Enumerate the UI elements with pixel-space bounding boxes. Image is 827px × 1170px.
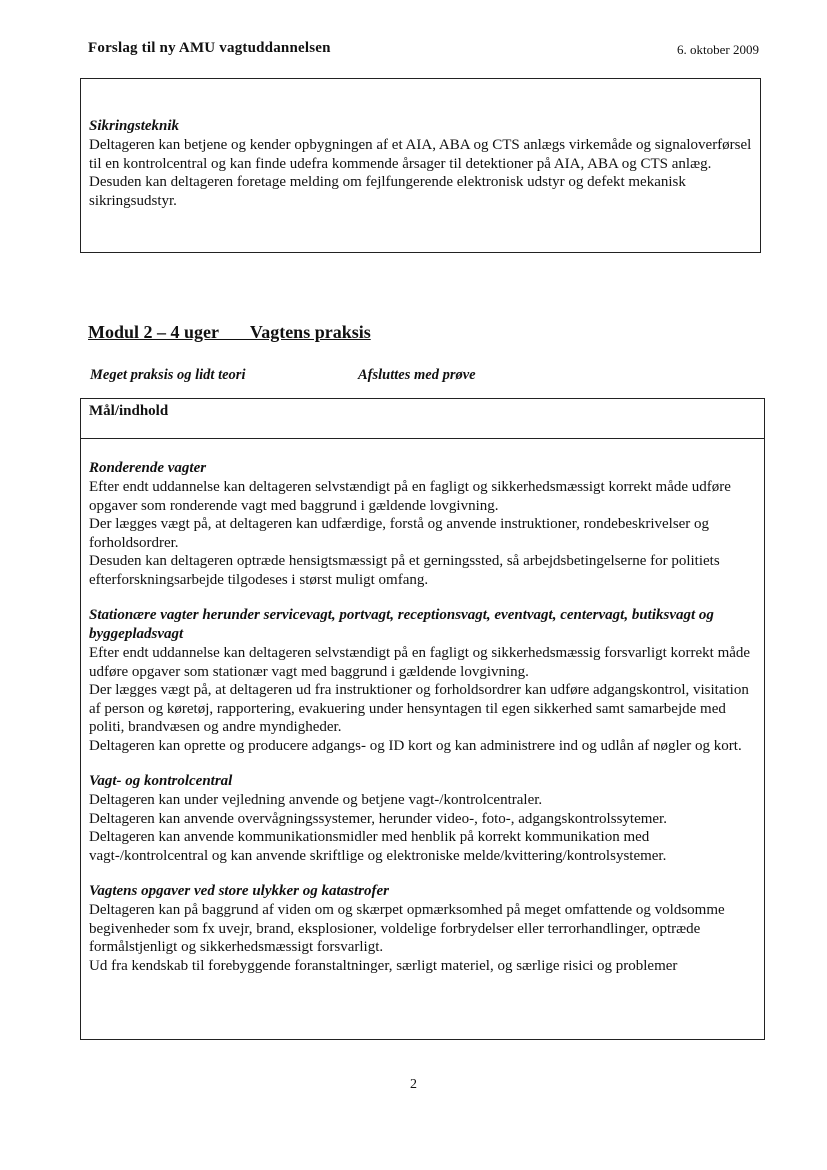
paragraph: Deltageren kan under vejledning anvende og betjene vagt-/kontrolcentraler. [89,792,543,808]
paragraph: Desuden kan deltageren optræde hensigtsmæssigt på et gerningssted, så arbejdsbetingelserne for politiets efterforskningsarbejde tilgodeses i størst muligt omfang. [89,553,720,588]
paragraph: Der lægges vægt på, at deltageren ud fra instruktioner og forholdsordrer kan udføre adgangskontrol, visitation af person og køretøj, rapportering, evakuering under hensyntagen til egen sikkerhed samt samarbejde med politi, brandvæsen og andre myndigheder. [89,682,749,735]
paragraph: Deltageren kan oprette og producere adgangs- og ID kort og kan administrere ind og udlån af nøgler og kort. [89,737,742,754]
table-header: Mål/indhold [81,399,764,439]
section-ulykker-katastrofer [89,882,756,975]
paragraph: Deltageren kan anvende overvågningssystemer, herunder video-, foto-, adgangskontrolssytemer. [89,810,667,827]
section-vagt-kontrolcentral [89,772,756,865]
paragraph: Der lægges vægt på, at deltageren kan udfærdige, forstå og anvende instruktioner, rondebeskrivelser og forholdsordrer. [89,516,710,551]
paragraph: Efter endt uddannelse kan deltageren selvstændigt på en fagligt og sikkerhedsmæssigt korrekt måde udføre opgaver som ronderende vagt med baggrund i gældende lovgivning. [89,479,731,514]
section-title: Stationære vagter herunder servicevagt, portvagt, receptionsvagt, eventvagt, centervagt, butiksvagt og byggepladsvagt [89,607,714,642]
section-title: Vagtens opgaver ved store ulykker og katastrofer [89,883,389,899]
section-ronderende-vagter [89,459,756,589]
sikringsteknik-box [80,78,761,253]
module-heading: Modul 2 – 4 uger Vagtens praksis [88,322,371,342]
paragraph: Deltageren kan anvende kommunikationsmidler med henblik på korrekt kommunikation med vagt-/kontrolcentral og kan anvende skriftlige og elektroniske melde/kvittering/kontrolsystemer. [89,829,667,864]
module-subtitle-right: Afsluttes med prøve [358,367,476,383]
paragraph: Deltageren kan på baggrund af viden om og skærpet opmærksomhed på meget omfattende og voldsomme begivenheder som fx uvejr, brand, eksplosioner, voldelige forbrydelser eller terrorhandlinger, optræde formålstjenligt og sikkerhedsmæssigt forsvarligt. [89,902,725,955]
page-number: 2 [410,1077,417,1092]
module-content-table [80,398,765,1040]
section-title: Ronderende vagter [89,460,207,476]
section-stationaere-vagter [89,606,756,755]
document-header-date: 6. oktober 2009 [677,42,759,57]
paragraph: Deltageren kan betjene og kender opbygningen af et AIA, ABA og CTS anlægs virkemåde og signaloverførsel til en kontrolcentral og kan finde udefra kommende årsager til detektioner på AIA, ABA og CTS anlæg. [89,137,752,172]
section-title: Sikringsteknik [89,118,180,134]
table-body [81,439,764,975]
document-header-title: Forslag til ny AMU vagtuddannelsen [88,40,331,56]
paragraph: Desuden kan deltageren foretage melding om fejlfungerende elektronisk udstyr og defekt mekanisk sikringsudstyr. [89,174,686,209]
paragraph: Ud fra kendskab til forebyggende foranstaltninger, særligt materiel, og særlige risici og problemer [89,957,678,974]
section-title: Vagt- og kontrolcentral [89,773,233,789]
module-subtitle-left: Meget praksis og lidt teori [90,367,246,383]
paragraph: Efter endt uddannelse kan deltageren selvstændigt på en fagligt og sikkerhedsmæssig forsvarligt korrekt måde udføre opgaver som stationær vagt med baggrund i gældende lovgivning. [89,645,751,680]
